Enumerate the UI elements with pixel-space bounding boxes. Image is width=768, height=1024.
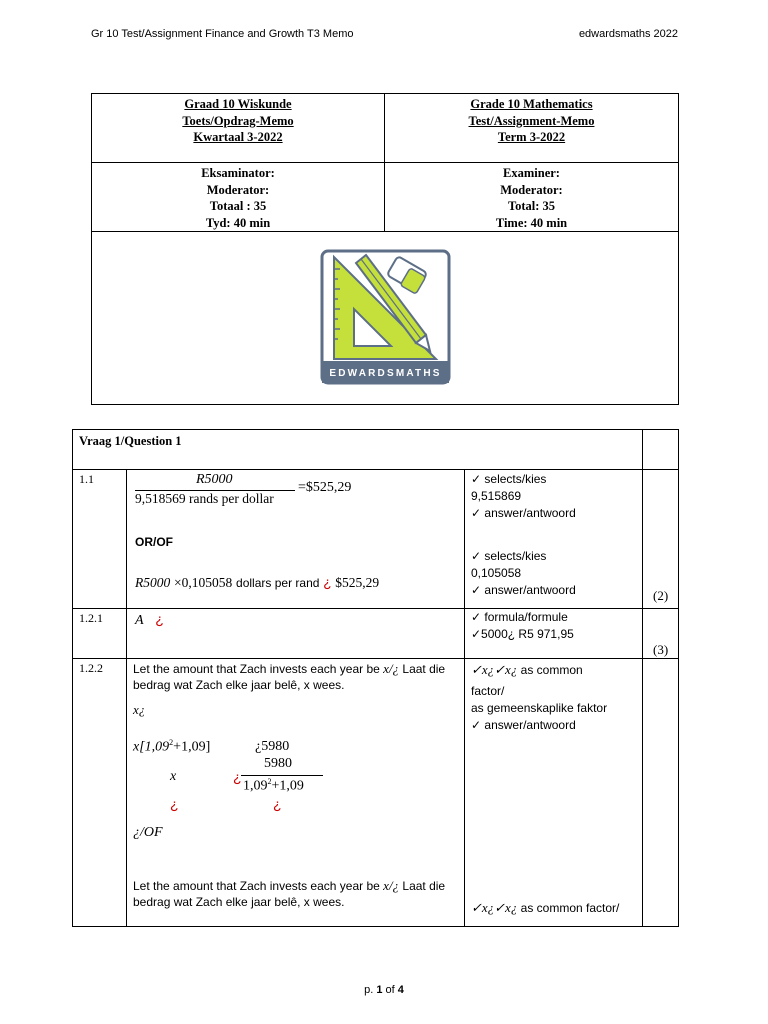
page-footer — [0, 984, 768, 996]
denominator-exponent: 2 — [267, 777, 272, 786]
header-right: edwardsmaths 2022 — [578, 28, 678, 40]
total-cell — [643, 609, 679, 659]
or-label: OR/OF — [135, 535, 173, 549]
mark-text: as common factor/ — [520, 901, 620, 915]
mark-total: (3) — [653, 642, 669, 657]
formula-mark-symbol: ¿ — [155, 611, 164, 627]
en-meta-line: Examiner: — [503, 166, 560, 180]
afrikaans-title-cell — [92, 94, 385, 163]
statement-line — [133, 661, 445, 677]
equation-part: x[1,09 — [133, 739, 170, 755]
marks-header-cell — [643, 430, 679, 470]
marking-cell — [465, 609, 643, 659]
en-meta-line: Time: 40 min — [495, 215, 568, 230]
statement-variable: x/¿ — [383, 878, 400, 893]
mark-check: ✓x¿✓x¿ — [471, 900, 518, 915]
statement-text: Laat die — [402, 662, 446, 676]
question-number: 1.2.1 — [73, 609, 127, 659]
footer-prefix: p. — [364, 984, 374, 996]
mark-item: 0,105058 — [471, 566, 522, 580]
marking-cell — [465, 470, 643, 609]
footer-of: of — [385, 984, 395, 996]
mark-item — [471, 662, 583, 678]
statement-text: Let the amount that Zach invests each year be — [133, 662, 380, 676]
alt-amount: R5000 — [135, 575, 171, 590]
en-meta-line: Total: 35 — [507, 199, 556, 213]
statement-text: Let the amount that Zach invests each year be — [133, 879, 380, 893]
statement-line: bedrag wat Zach elke jaar belê, x wees. — [133, 895, 345, 909]
denominator-part: +1,09 — [271, 778, 304, 794]
mark-item: ✓ answer/antwoord — [471, 506, 576, 520]
alt-rate: ×0,105058 — [174, 575, 233, 590]
statement-text: Laat die — [402, 879, 446, 893]
alt-result: $525,29 — [335, 575, 380, 590]
english-title-cell — [385, 94, 679, 163]
equation-1-rhs: ¿5980 — [255, 739, 290, 754]
equation-2-numerator: 5980 — [264, 756, 292, 771]
total-cell — [643, 659, 679, 927]
af-title-line: Graad 10 Wiskunde — [184, 97, 292, 111]
english-meta-cell — [385, 163, 679, 232]
header-left: Gr 10 Test/Assignment Finance and Growth T3 Memo — [91, 28, 354, 40]
question-number: 1.2.2 — [73, 659, 127, 927]
equation-1 — [133, 738, 210, 756]
statement-line: bedrag wat Zach elke jaar belê, x wees. — [133, 678, 345, 692]
af-meta-line: Totaal : 35 — [209, 199, 267, 213]
equation-2-lhs: x — [170, 769, 177, 784]
mark-item: ✓ selects/kies — [471, 472, 547, 486]
afrikaans-meta-cell — [92, 163, 385, 232]
equation-exponent: 2 — [169, 738, 174, 747]
af-title-line: Kwartaal 3-2022 — [193, 130, 283, 144]
en-meta-line: Moderator: — [500, 182, 563, 197]
fraction-denominator: 9,518569 rands per dollar — [135, 491, 274, 506]
edwardsmaths-logo — [320, 249, 451, 385]
mark-item: ✓5000¿ R5 971,95 — [471, 627, 574, 641]
alt-mark-symbol: ¿ — [323, 575, 332, 590]
equation-2-symbol: ¿ — [233, 769, 242, 785]
mark-item: ✓ answer/antwoord — [471, 718, 576, 732]
logo-wordmark: EDWARDSMATHS — [329, 368, 442, 379]
mark-item: 9,515869 — [471, 489, 522, 503]
cover-table — [91, 93, 679, 405]
af-meta-line: Moderator: — [206, 182, 270, 197]
answer-cell — [127, 659, 465, 927]
logo-cell — [92, 232, 679, 405]
answer-cell — [127, 609, 465, 659]
af-meta-line: Tyd: 40 min — [205, 215, 271, 230]
marking-cell — [465, 659, 643, 927]
statement-line — [133, 878, 445, 894]
page-number: 1 — [376, 984, 383, 996]
en-title-line: Grade 10 Mathematics — [470, 97, 593, 111]
formula-symbol: A — [135, 613, 144, 628]
mark-total: (2) — [653, 588, 669, 603]
mark-check: ✓x¿✓x¿ — [471, 662, 518, 677]
mark-item: ✓ selects/kies — [471, 549, 547, 563]
equation-part: +1,09] — [173, 739, 211, 755]
question-table — [72, 429, 679, 927]
mark-item: as gemeenskaplike faktor — [471, 701, 608, 715]
af-title-line: Toets/Opdrag-Memo — [182, 113, 294, 128]
en-title-line: Term 3-2022 — [497, 130, 566, 144]
variable-def: x¿ — [133, 702, 146, 717]
result-value: =$525,29 — [298, 480, 352, 495]
or-marker: ¿/OF — [133, 825, 163, 840]
question-title: Vraag 1/Question 1 — [73, 430, 643, 470]
formula — [135, 611, 164, 629]
equation-2-denominator — [243, 777, 304, 795]
fraction-numerator: R5000 — [196, 472, 233, 487]
af-meta-line: Eksaminator: — [201, 166, 275, 180]
result-symbol-left: ¿ — [170, 796, 179, 812]
page-total: 4 — [397, 984, 404, 996]
answer-cell — [127, 470, 465, 609]
statement-variable: x/¿ — [383, 661, 400, 676]
denominator-part: 1,09 — [243, 778, 268, 794]
alt-unit: dollars per rand — [236, 576, 320, 590]
mark-item: ✓ answer/antwoord — [471, 583, 576, 597]
equation-2-fraction-bar — [241, 775, 323, 776]
total-cell — [643, 470, 679, 609]
mark-text: as common — [520, 663, 583, 677]
mark-item: ✓ formula/formule — [471, 610, 568, 624]
result-symbol-right: ¿ — [273, 796, 282, 812]
question-number: 1.1 — [73, 470, 127, 609]
mark-item: factor/ — [471, 684, 505, 698]
alt-method — [135, 575, 379, 591]
en-title-line: Test/Assignment-Memo — [468, 113, 595, 128]
mark-item — [471, 900, 619, 916]
